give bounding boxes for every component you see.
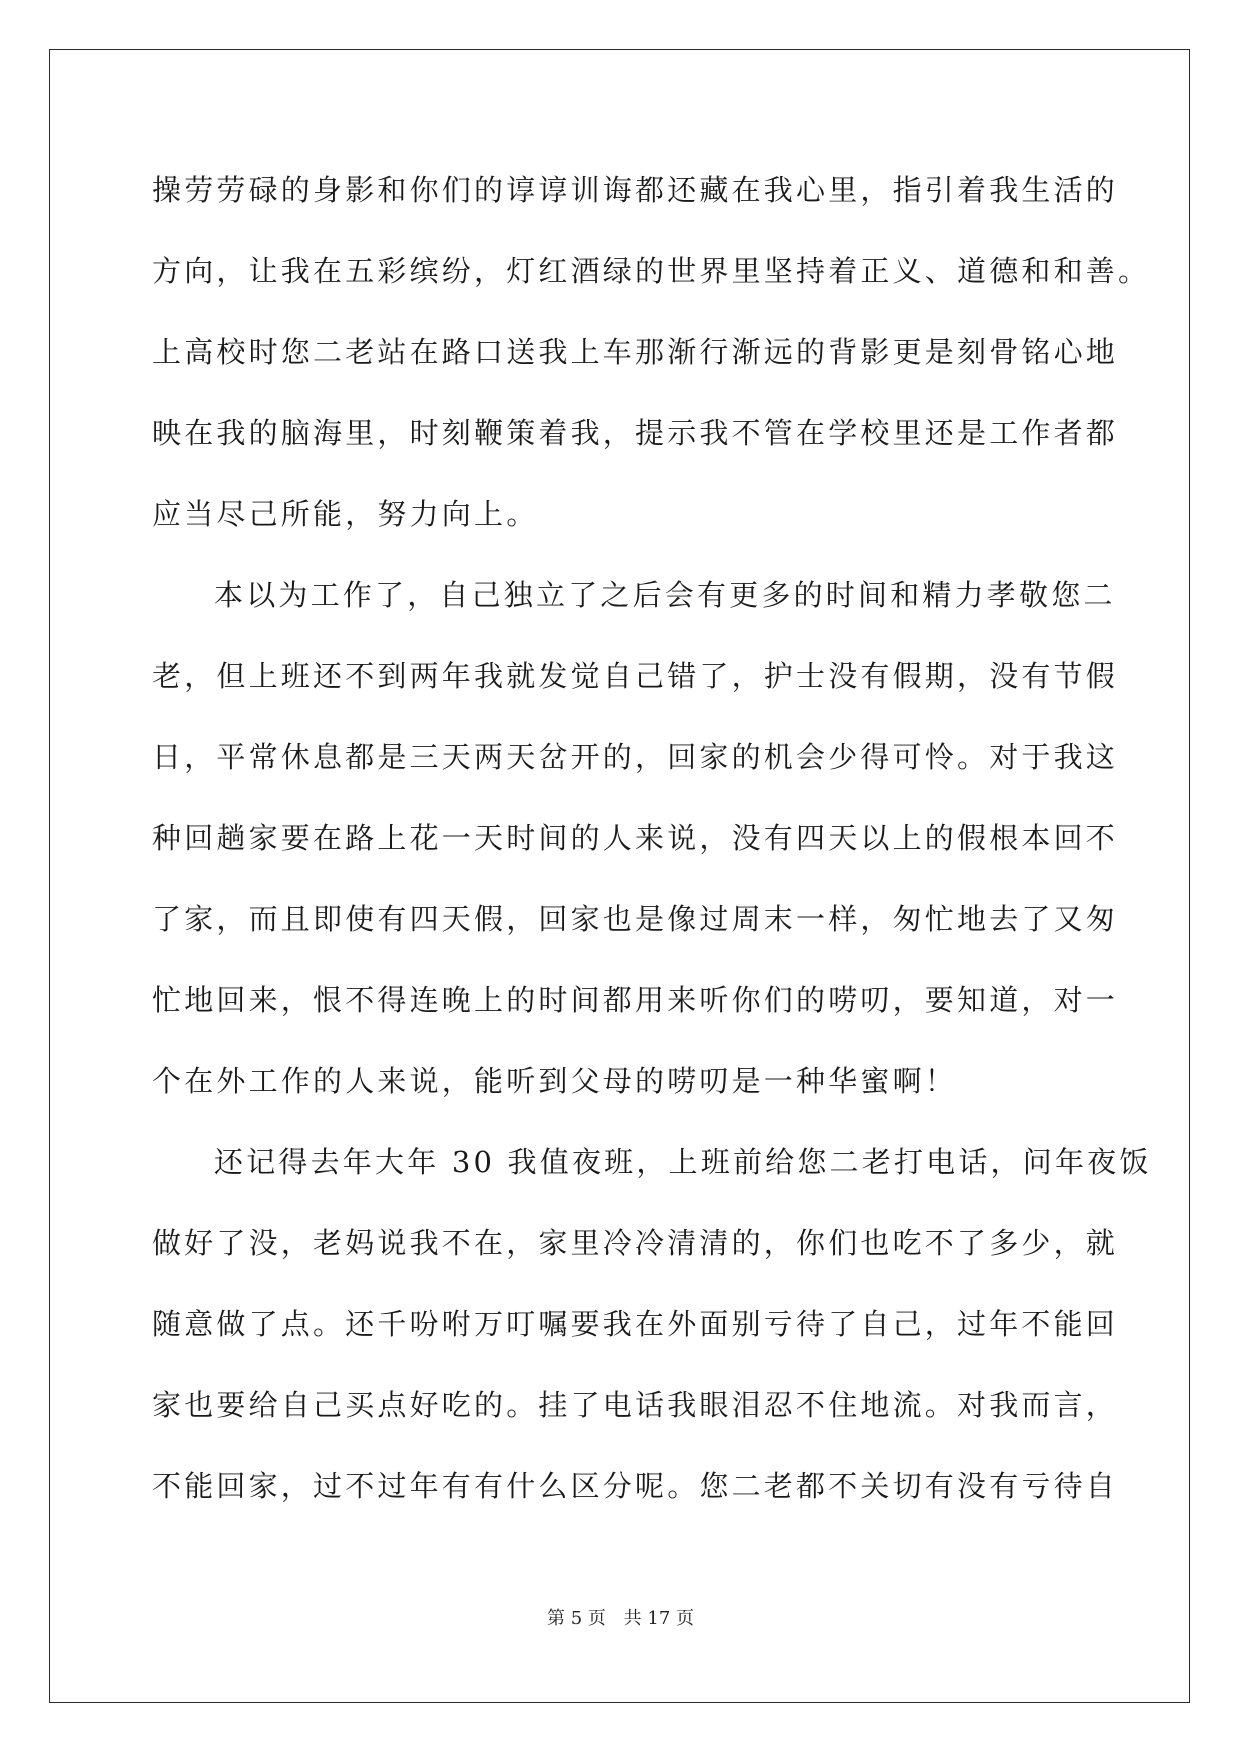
text-line: 家也要给自己买点好吃的。挂了电话我眼泪忍不住地流。对我而言， [152, 1388, 1119, 1422]
text-line: 日，平常休息都是三天两天岔开的，回家的机会少得可怜。对于我这 [152, 740, 1119, 774]
page-total: 共 17 页 [623, 1608, 694, 1629]
text-line: 做好了没，老妈说我不在，家里冷冷清清的，你们也吃不了多少，就 [152, 1226, 1119, 1260]
paragraph-start-line: 本以为工作了，自己独立了之后会有更多的时间和精力孝敬您二 [214, 578, 1116, 612]
text-line: 种回趟家要在路上花一天时间的人来说，没有四天以上的假根本回不 [152, 821, 1119, 855]
text-line: 老，但上班还不到两年我就发觉自己错了，护士没有假期，没有节假 [152, 659, 1119, 693]
paragraph-start-line: 还记得去年大年 30 我值夜班，上班前给您二老打电话，问年夜饭 [214, 1145, 1152, 1179]
text-line: 方向，让我在五彩缤纷，灯红酒绿的世界里坚持着正义、道德和和善。 [152, 254, 1151, 288]
text-line: 应当尽己所能，努力向上。 [152, 497, 539, 531]
text-line: 操劳劳碌的身影和你们的谆谆训诲都还藏在我心里，指引着我生活的 [152, 173, 1119, 207]
text-line: 了家，而且即使有四天假，回家也是像过周末一样，匆忙地去了又匆 [152, 902, 1119, 936]
page-footer [0, 1604, 1241, 1630]
text-line: 不能回家，过不过年有有什么区分呢。您二老都不关切有没有亏待自 [152, 1469, 1119, 1503]
text-line: 个在外工作的人来说，能听到父母的唠叨是一种华蜜啊！ [152, 1064, 958, 1098]
text-line: 映在我的脑海里，时刻鞭策着我，提示我不管在学校里还是工作者都 [152, 416, 1119, 450]
text-line: 上高校时您二老站在路口送我上车那渐行渐远的背影更是刻骨铭心地 [152, 335, 1119, 369]
text-line: 随意做了点。还千吩咐万叮嘱要我在外面别亏待了自己，过年不能回 [152, 1307, 1119, 1341]
page-number: 第 5 页 [547, 1608, 606, 1629]
document-body [152, 156, 1152, 1533]
text-line: 忙地回来，恨不得连晚上的时间都用来听你们的唠叨，要知道，对一 [152, 983, 1119, 1017]
